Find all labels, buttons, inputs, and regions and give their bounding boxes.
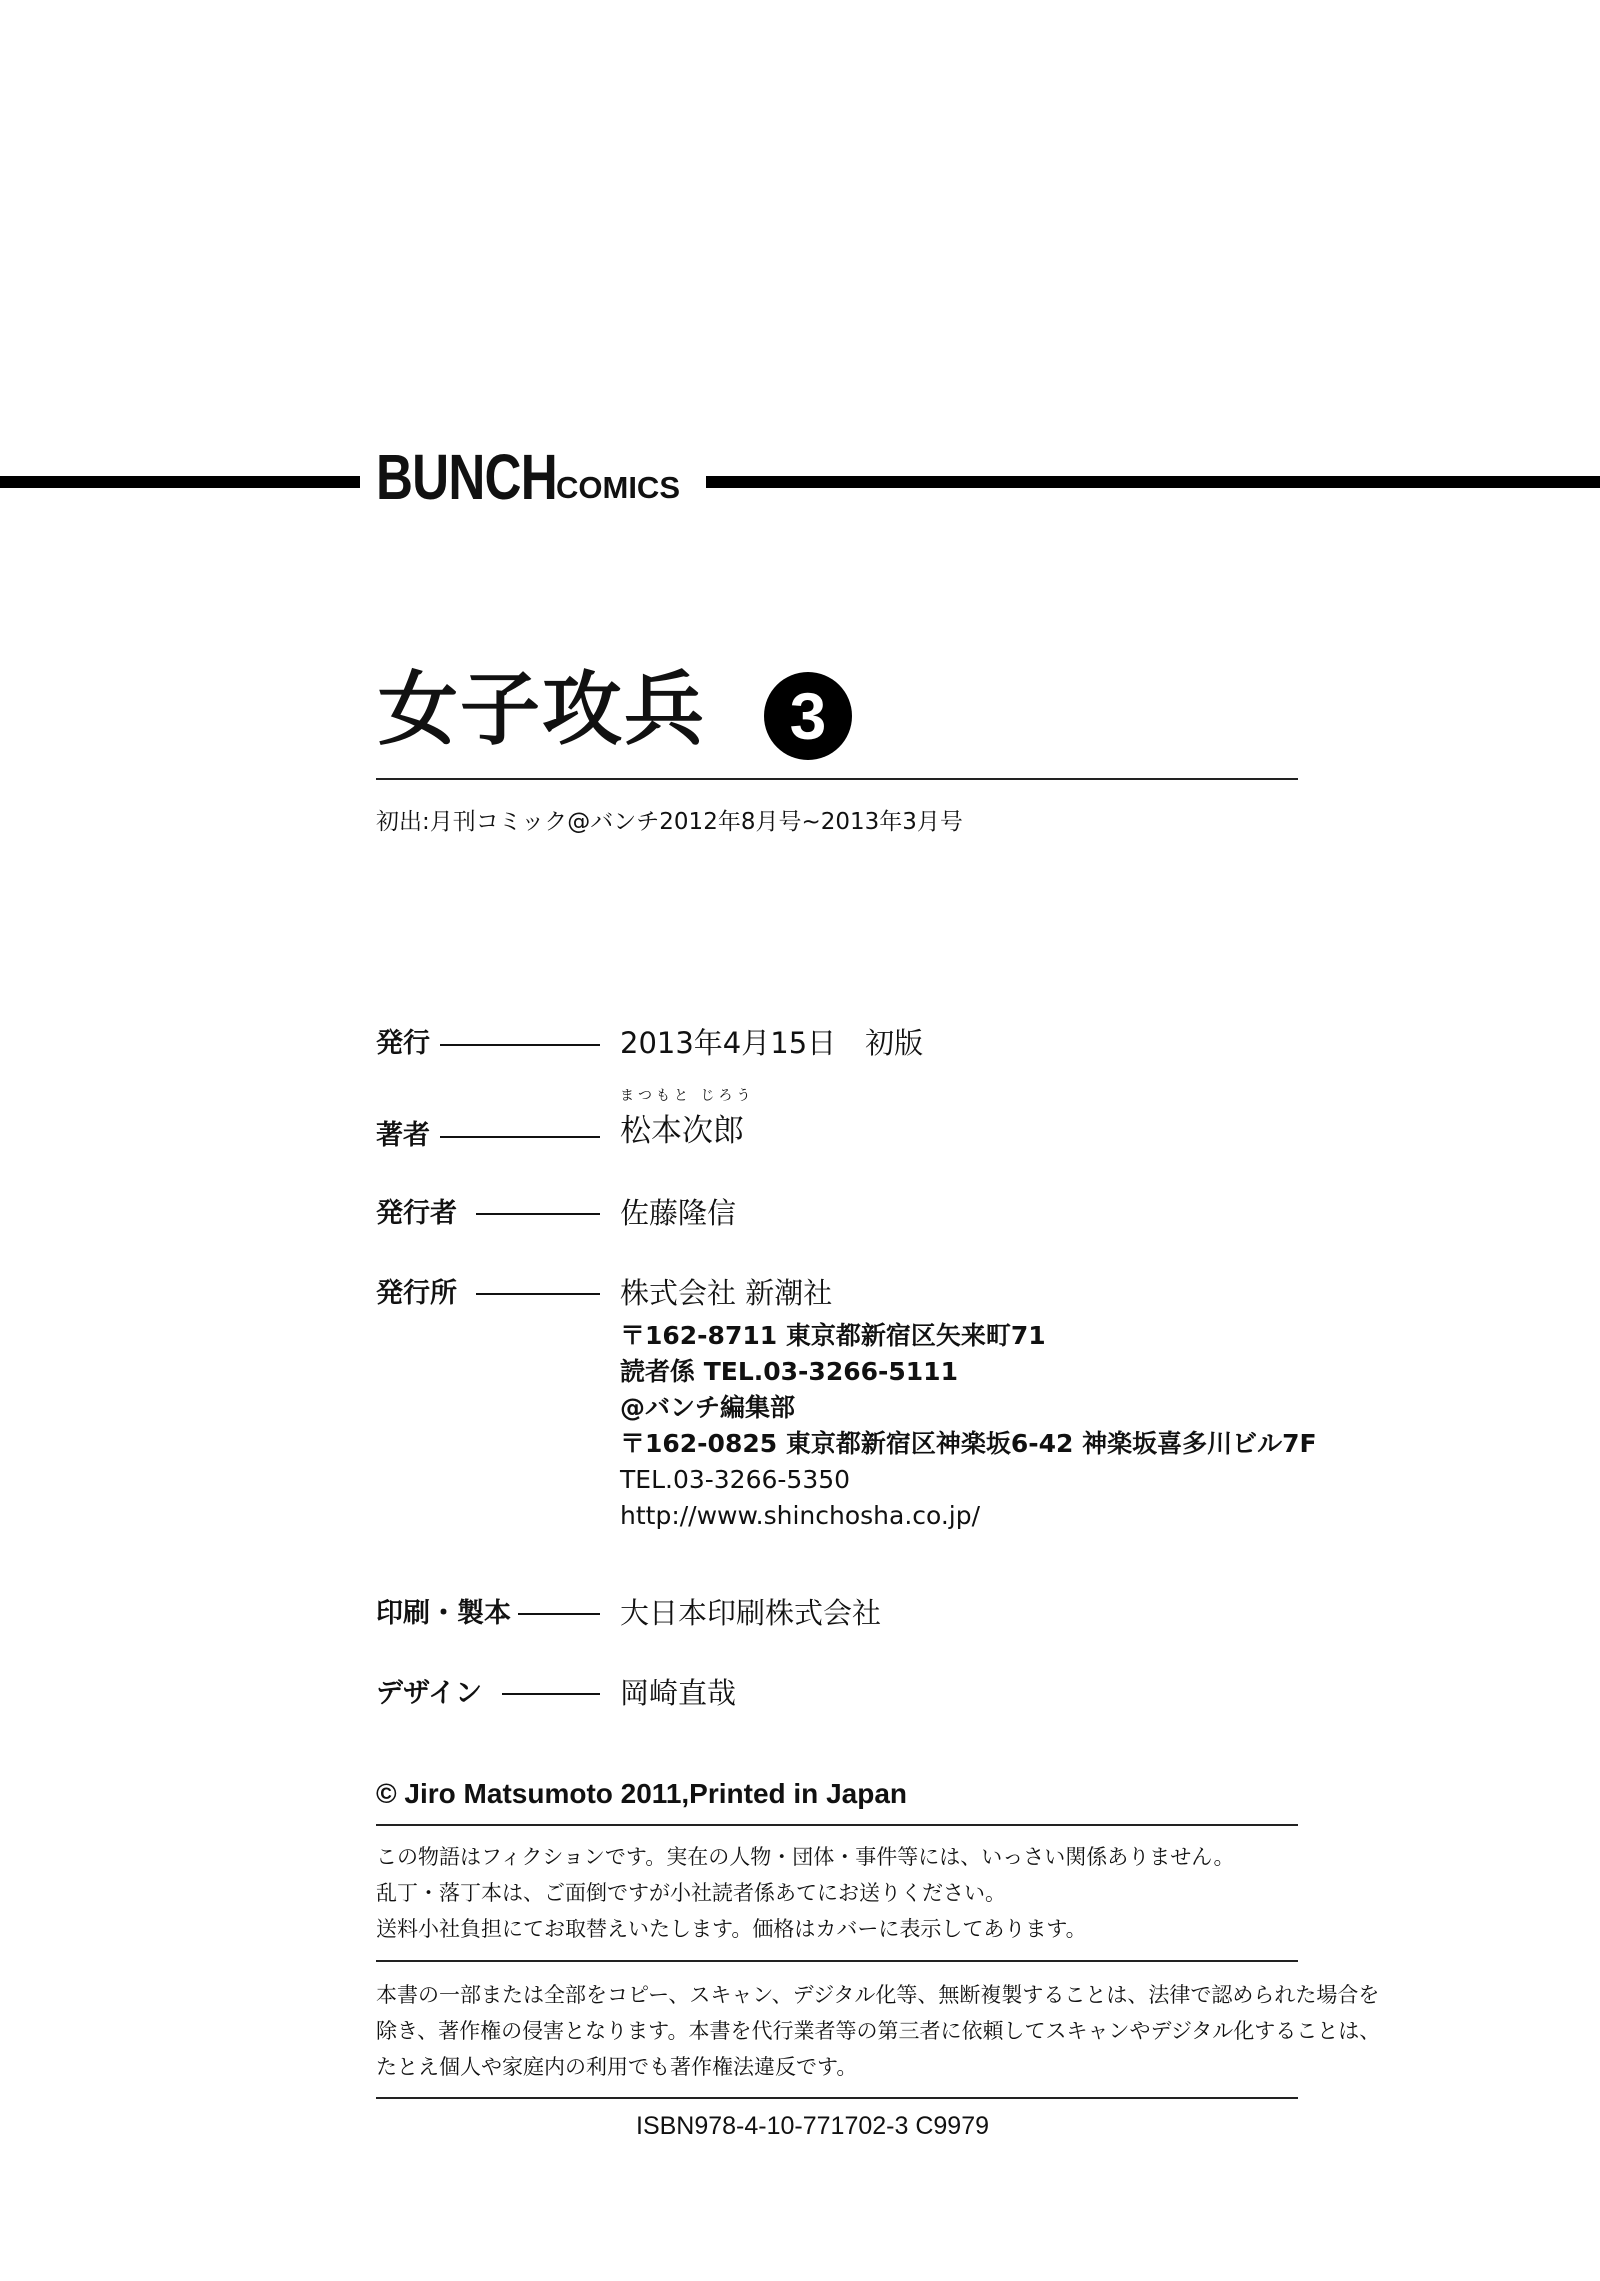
- isbn: ISBN978-4-10-771702-3 C9979: [636, 2112, 990, 2140]
- office-address-3: @バンチ編集部: [620, 1393, 796, 1422]
- issue-leader: [440, 1044, 600, 1046]
- office-address-5: TEL.03-3266-5350: [620, 1465, 851, 1494]
- issue-label: 発行: [376, 1028, 430, 1059]
- printing-value: 大日本印刷株式会社: [620, 1596, 882, 1630]
- notice-misprint: 乱丁・落丁本は、ご面倒ですが小社読者係あてにお送りください。: [376, 1881, 1006, 1905]
- author-value: 松本次郎: [620, 1113, 744, 1149]
- volume-badge: 3: [764, 672, 852, 760]
- copyright: © Jiro Matsumoto 2011,Printed in Japan: [376, 1778, 907, 1809]
- notice-copying-2: 除き、著作権の侵害となります。本書を代行業者等の第三者に依頼してスキャンやデジタル化することは、: [376, 2019, 1381, 2043]
- publisher-value: 佐藤隆信: [620, 1196, 737, 1230]
- notice-copying-1: 本書の一部または全部をコピー、スキャン、デジタル化等、無断複製することは、法律で認められた場合を: [376, 1983, 1380, 2007]
- office-address-4: 〒162-0825 東京都新宿区神楽坂6-42 神楽坂喜多川ビル7F: [620, 1429, 1317, 1458]
- imprint-rule-right: [706, 476, 1600, 488]
- printing-leader: [518, 1613, 600, 1615]
- title-rule: [376, 778, 1298, 780]
- publisher-leader: [476, 1213, 600, 1215]
- office-address-2: 読者係 TEL.03-3266-5111: [620, 1357, 958, 1386]
- imprint-sub: COMICS: [556, 470, 680, 505]
- publisher-label: 発行者: [376, 1198, 457, 1229]
- office-value: 株式会社 新潮社: [620, 1276, 833, 1310]
- serialization-note: 初出:月刊コミック@バンチ2012年8月号~2013年3月号: [376, 809, 963, 835]
- author-label: 著者: [376, 1120, 430, 1151]
- notice-copying-3: たとえ個人や家庭内の利用でも著作権法違反です。: [376, 2055, 858, 2079]
- book-title: 女子攻兵: [378, 663, 706, 756]
- imprint-brand: BUNCH: [376, 441, 557, 513]
- printing-label: 印刷・製本: [376, 1598, 511, 1629]
- design-label: デザイン: [376, 1678, 483, 1709]
- office-website: http://www.shinchosha.co.jp/: [620, 1501, 981, 1530]
- issue-value: 2013年4月15日 初版: [620, 1026, 924, 1060]
- author-leader: [440, 1136, 600, 1138]
- notice-fiction: この物語はフィクションです。実在の人物・団体・事件等には、いっさい関係ありません。: [376, 1845, 1235, 1869]
- design-value: 岡崎直哉: [620, 1676, 737, 1710]
- notice-exchange: 送料小社負担にてお取替えいたします。価格はカバーに表示してあります。: [376, 1917, 1087, 1941]
- office-leader: [476, 1293, 600, 1295]
- imprint-rule-left: [0, 476, 360, 488]
- notice-rule-1: [376, 1960, 1298, 1962]
- imprint-logo: [376, 441, 680, 513]
- copyright-rule: [376, 1824, 1298, 1826]
- office-label: 発行所: [376, 1278, 457, 1309]
- notice-rule-2: [376, 2097, 1298, 2099]
- office-address-1: 〒162-8711 東京都新宿区矢来町71: [620, 1321, 1046, 1350]
- design-leader: [502, 1693, 600, 1695]
- author-ruby: まつもと じろう: [620, 1088, 755, 1104]
